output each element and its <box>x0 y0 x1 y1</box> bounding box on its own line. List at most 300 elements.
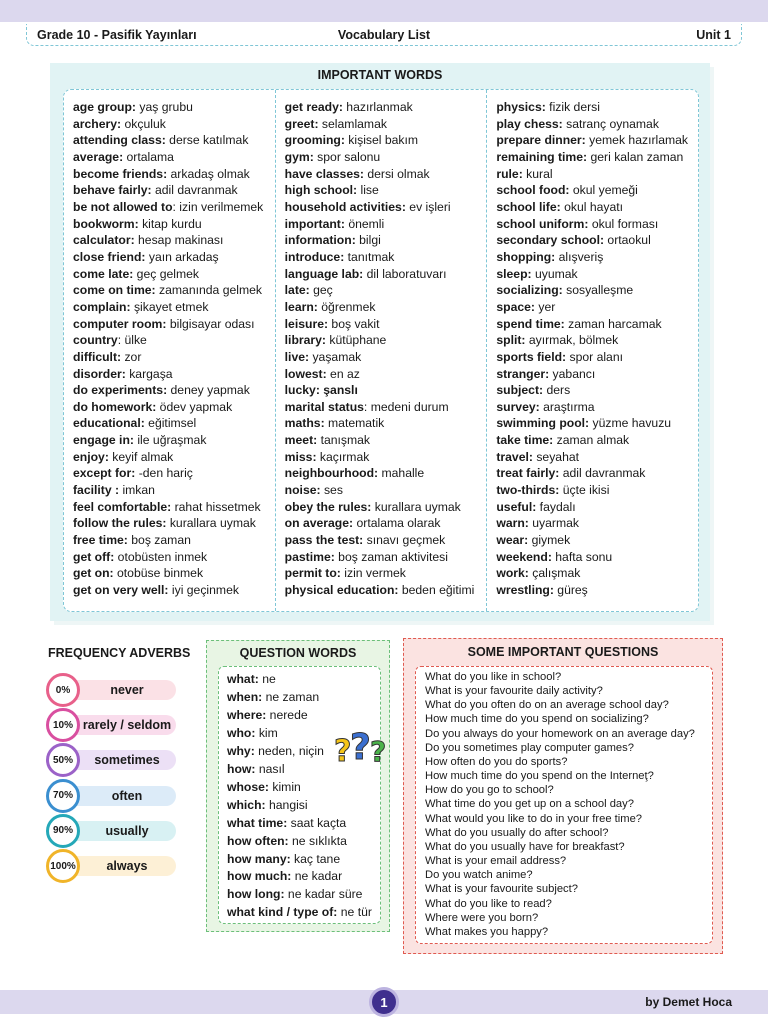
term: greet: <box>284 116 319 131</box>
meaning: yer <box>534 299 556 314</box>
meaning: bilgi <box>355 233 381 248</box>
term: grooming: <box>284 133 345 148</box>
meaning: uyarmak <box>528 516 579 531</box>
meaning: okul forması <box>588 216 659 231</box>
meaning: kurallara uymak <box>371 499 461 514</box>
term: where: <box>227 707 267 722</box>
header-grade: Grade 10 - Pasifik Yayınları <box>37 27 197 42</box>
meaning: ne <box>258 672 276 686</box>
meaning: kimin <box>268 779 301 794</box>
vocab-item <box>73 565 275 582</box>
question-item: What is your email address? <box>425 855 567 868</box>
meaning: yüzme havuzu <box>589 416 672 431</box>
question-word-item <box>227 671 380 689</box>
meaning: uyumak <box>531 266 578 281</box>
term: work: <box>496 566 529 581</box>
meaning: hangisi <box>265 797 308 812</box>
meaning: hafta sonu <box>551 549 613 564</box>
term: pass the test: <box>284 533 364 548</box>
meaning: imkan <box>119 483 155 498</box>
vocab-item <box>73 549 275 566</box>
question-words-list <box>218 666 387 924</box>
term: facility : <box>73 483 120 498</box>
term: information: <box>284 233 356 248</box>
vocab-item <box>73 316 275 333</box>
question-item: Do you sometimes play computer games? <box>425 741 634 754</box>
vocab-item <box>73 499 275 516</box>
vocab-item <box>285 432 487 449</box>
term: stranger: <box>496 366 550 381</box>
vocab-item <box>73 366 275 383</box>
author-credit: by Demet Hoca <box>645 995 732 1009</box>
vocab-item <box>73 582 275 599</box>
meaning: otobüsten inmek <box>114 549 208 564</box>
meaning: : izin verilmemek <box>172 199 264 214</box>
term: get on: <box>73 566 114 581</box>
vocab-item <box>285 182 487 199</box>
vocab-item <box>496 399 698 416</box>
vocab-item <box>73 332 275 349</box>
vocab-item <box>496 582 698 599</box>
vocab-item <box>496 216 698 233</box>
frequency-label: often <box>60 786 176 806</box>
vocab-item <box>73 116 275 133</box>
frequency-adverb-item <box>46 849 186 883</box>
vocab-item <box>496 132 698 149</box>
term: how: <box>227 761 256 776</box>
meaning: ne kadar süre <box>284 887 363 902</box>
vocab-item <box>496 515 698 532</box>
term: miss: <box>284 449 317 464</box>
term: archery: <box>73 116 122 131</box>
term: shopping: <box>496 249 556 264</box>
vocab-column-2 <box>276 90 488 611</box>
term: school life: <box>496 199 561 214</box>
vocab-item <box>496 282 698 299</box>
meaning: faydalı <box>536 499 576 514</box>
vocab-item <box>73 199 275 216</box>
question-word-item <box>227 904 380 922</box>
vocab-item <box>73 232 275 249</box>
meaning: boş vakit <box>328 316 380 331</box>
meaning: zaman harcamak <box>564 316 662 331</box>
meaning: selamlamak <box>318 116 387 131</box>
term: come on time: <box>73 283 156 298</box>
vocab-item <box>73 216 275 233</box>
meaning: ödev yapmak <box>156 399 233 414</box>
term: difficult: <box>73 349 122 364</box>
term: spend time: <box>496 316 565 331</box>
vocab-item <box>73 282 275 299</box>
question-word-item <box>227 797 380 815</box>
vocab-item <box>496 366 698 383</box>
meaning: : ülke <box>117 333 147 348</box>
vocab-item <box>73 532 275 549</box>
vocab-item <box>285 482 487 499</box>
frequency-percent-badge: 0% <box>46 673 80 707</box>
vocab-item <box>73 482 275 499</box>
vocab-item <box>73 299 275 316</box>
term: prepare dinner: <box>496 133 586 148</box>
question-item: Do you watch anime? <box>425 869 533 882</box>
vocab-item <box>73 182 275 199</box>
term: weekend: <box>496 549 552 564</box>
vocab-item <box>73 399 275 416</box>
meaning: bilgisayar odası <box>166 316 255 331</box>
vocab-item <box>285 282 487 299</box>
meaning: nasıl <box>255 761 285 776</box>
meaning: saat kaçta <box>287 815 347 830</box>
meaning: ne kadar <box>291 869 343 884</box>
question-item: What do you usually do after school? <box>425 826 609 839</box>
vocab-item <box>496 332 698 349</box>
term: school food: <box>496 183 570 198</box>
frequency-label: usually <box>60 821 176 841</box>
meaning: güreş <box>553 583 588 598</box>
frequency-percent-badge: 100% <box>46 849 80 883</box>
vocab-column-3 <box>487 90 698 611</box>
frequency-adverb-item <box>46 743 186 777</box>
term: take time: <box>496 433 554 448</box>
important-words-title: IMPORTANT WORDS <box>317 68 443 82</box>
vocab-item <box>496 382 698 399</box>
meaning: yabancı <box>549 366 596 381</box>
vocab-item <box>285 132 487 149</box>
meaning: ev işleri <box>405 199 451 214</box>
term: attending class: <box>73 133 166 148</box>
term: what kind / type of: <box>227 905 338 920</box>
frequency-label: always <box>60 856 176 876</box>
vocab-item <box>285 449 487 466</box>
term: who: <box>227 725 256 740</box>
vocab-item <box>496 349 698 366</box>
meaning: ne sıklıkta <box>288 833 347 848</box>
frequency-adverb-item <box>46 708 186 742</box>
term: except for: <box>73 466 136 481</box>
vocab-item <box>285 415 487 432</box>
vocab-item <box>496 499 698 516</box>
meaning: boş zaman <box>127 533 191 548</box>
term: how often: <box>227 833 289 848</box>
meaning: adil davranmak <box>559 466 646 481</box>
term: pastime: <box>284 549 335 564</box>
frequency-percent-badge: 10% <box>46 708 80 742</box>
term: do homework: <box>73 399 157 414</box>
meaning: zor <box>121 349 142 364</box>
top-band <box>0 0 768 22</box>
term: live: <box>284 349 310 364</box>
meaning: adil davranmak <box>151 183 238 198</box>
term: feel comfortable: <box>73 499 172 514</box>
meaning: yaın arkadaş <box>145 249 219 264</box>
term: rule: <box>496 166 523 181</box>
vocab-item <box>73 449 275 466</box>
term: how much: <box>227 869 292 884</box>
question-item: What time do you get up on a school day? <box>425 798 634 811</box>
meaning: yemek hazırlamak <box>585 133 689 148</box>
meaning: lise <box>357 183 379 198</box>
term: important: <box>284 216 345 231</box>
page-header <box>26 24 742 46</box>
term: swimming pool: <box>496 416 590 431</box>
vocab-item <box>496 166 698 183</box>
vocab-item <box>73 415 275 432</box>
term: country <box>73 333 118 348</box>
vocab-item <box>73 149 275 166</box>
meaning: dil laboratuvarı <box>363 266 447 281</box>
term: wrestling: <box>496 583 554 598</box>
term: noise: <box>284 483 321 498</box>
meaning: neden, niçin <box>254 743 324 758</box>
term: subject: <box>496 383 544 398</box>
vocab-item <box>285 515 487 532</box>
term: how long: <box>227 887 285 902</box>
term: high school: <box>284 183 358 198</box>
vocab-item <box>285 565 487 582</box>
vocab-item <box>285 116 487 133</box>
term: maths: <box>284 416 325 431</box>
term: lucky: şanslı <box>284 383 358 398</box>
question-words-title: QUESTION WORDS <box>239 646 357 660</box>
meaning: zaman almak <box>553 433 630 448</box>
meaning: fizik dersi <box>545 100 600 114</box>
meaning: hazırlanmak <box>342 100 413 114</box>
question-item: What do you often do on an average school day? <box>425 699 669 712</box>
vocab-item <box>285 532 487 549</box>
svg-text:?: ? <box>334 734 352 769</box>
vocab-item <box>496 199 698 216</box>
meaning: giymek <box>528 533 571 548</box>
vocab-item <box>496 565 698 582</box>
frequency-label: never <box>60 680 176 700</box>
term: warn: <box>496 516 529 531</box>
question-word-item <box>227 886 380 904</box>
important-words-panel <box>50 63 710 621</box>
meaning: geç <box>309 283 333 298</box>
meaning: kural <box>522 166 553 181</box>
vocab-item <box>496 465 698 482</box>
meaning: kütüphane <box>326 333 387 348</box>
important-questions-title: SOME IMPORTANT QUESTIONS <box>467 645 659 659</box>
vocab-item <box>73 432 275 449</box>
frequency-percent-badge: 70% <box>46 779 80 813</box>
frequency-adverb-item <box>46 779 186 813</box>
important-questions-list <box>415 666 713 944</box>
question-item: What is your favourite subject? <box>425 883 578 896</box>
term: which: <box>227 797 266 812</box>
frequency-adverb-item <box>46 673 186 707</box>
term: split: <box>496 333 526 348</box>
vocab-item <box>285 399 487 416</box>
term: learn: <box>284 299 318 314</box>
question-word-item <box>227 689 380 707</box>
term: neighbourhood: <box>284 466 379 481</box>
question-item: What do you like to read? <box>425 897 552 910</box>
term: what time: <box>227 815 288 830</box>
meaning: en az <box>326 366 360 381</box>
meaning: geri kalan zaman <box>587 149 684 164</box>
meaning: ne zaman <box>262 689 320 704</box>
meaning: spor salonu <box>313 149 381 164</box>
frequency-percent-badge: 50% <box>46 743 80 777</box>
term: late: <box>284 283 310 298</box>
vocab-item <box>285 382 487 399</box>
term: calculator: <box>73 233 135 248</box>
meaning: nerede <box>266 707 308 722</box>
vocab-item <box>73 166 275 183</box>
term: secondary school: <box>496 233 605 248</box>
header-unit: Unit 1 <box>696 27 731 42</box>
frequency-adverb-item <box>46 814 186 848</box>
question-word-item <box>227 868 380 886</box>
page-number: 1 <box>369 987 399 1017</box>
meaning: iyi geçinmek <box>168 583 239 598</box>
vocab-item <box>285 266 487 283</box>
question-item: How much time do you spend on socializing? <box>425 713 649 726</box>
term: two-thirds: <box>496 483 560 498</box>
term: why: <box>227 743 255 758</box>
term: how many: <box>227 851 291 866</box>
vocab-item <box>73 132 275 149</box>
vocab-item <box>285 499 487 516</box>
vocab-item <box>285 366 487 383</box>
meaning: ortalama <box>123 149 174 164</box>
meaning: ayırmak, bölmek <box>525 333 619 348</box>
vocab-item <box>285 582 487 599</box>
meaning: yaş grubu <box>135 100 193 114</box>
vocab-item <box>496 116 698 133</box>
meaning: derse katılmak <box>165 133 249 148</box>
question-words-panel <box>206 640 390 932</box>
meaning: geç gelmek <box>133 266 200 281</box>
vocab-item <box>496 99 698 116</box>
term: wear: <box>496 533 529 548</box>
question-word-item <box>227 815 380 833</box>
meaning: ortalama olarak <box>353 516 441 531</box>
vocab-item <box>496 299 698 316</box>
frequency-label: rarely / seldom <box>60 715 176 735</box>
term: household activities: <box>284 199 406 214</box>
term: complain: <box>73 299 131 314</box>
meaning: okul yemeği <box>569 183 638 198</box>
meaning: kurallara uymak <box>166 516 256 531</box>
meaning: eğitimsel <box>144 416 197 431</box>
meaning: hesap makinası <box>134 233 224 248</box>
term: sleep: <box>496 266 532 281</box>
vocab-item <box>496 232 698 249</box>
term: what: <box>227 672 259 686</box>
question-item: How much time do you spend on the Interneţ? <box>425 770 654 783</box>
term: enjoy: <box>73 449 109 464</box>
meaning: kişisel bakım <box>344 133 419 148</box>
term: follow the rules: <box>73 516 167 531</box>
vocab-item <box>496 266 698 283</box>
meaning: araştırma <box>539 399 595 414</box>
term: age group: <box>73 100 136 114</box>
meaning: kargaşa <box>125 366 173 381</box>
term: socializing: <box>496 283 563 298</box>
meaning: rahat hissetmek <box>171 499 261 514</box>
vocab-item <box>285 166 487 183</box>
frequency-adverbs-title: FREQUENCY ADVERBS <box>48 646 191 660</box>
svg-text:?: ? <box>350 727 371 768</box>
frequency-percent-badge: 90% <box>46 814 80 848</box>
term: be not allowed to <box>73 199 173 214</box>
meaning: sosyalleşme <box>562 283 634 298</box>
meaning: seyahat <box>532 449 580 464</box>
vocab-item <box>285 232 487 249</box>
question-item: Do you always do your homework on an average day? <box>425 727 695 740</box>
meaning: okçuluk <box>121 116 166 131</box>
meaning: ses <box>320 483 343 498</box>
important-questions-panel <box>403 638 723 954</box>
header-title: Vocabulary List <box>337 27 431 42</box>
term: treat fairly: <box>496 466 560 481</box>
term: average: <box>73 149 124 164</box>
term: travel: <box>496 449 533 464</box>
meaning: kaç tane <box>290 851 341 866</box>
question-item: How do you go to school? <box>425 784 554 797</box>
term: on average: <box>284 516 354 531</box>
vocab-item <box>285 332 487 349</box>
term: gym: <box>284 149 314 164</box>
term: whose: <box>227 779 269 794</box>
vocab-item <box>73 99 275 116</box>
question-item: What makes you happy? <box>425 925 549 938</box>
term: sports field: <box>496 349 567 364</box>
meaning: kitap kurdu <box>138 216 202 231</box>
meaning: arkadaş olmak <box>167 166 250 181</box>
question-item: What would you like to do in your free time? <box>425 812 643 825</box>
term: physics: <box>496 100 546 114</box>
question-item: How often do you do sports? <box>425 755 568 768</box>
meaning: deney yapmak <box>167 383 250 398</box>
vocab-item <box>496 415 698 432</box>
term: free time: <box>73 533 128 548</box>
meaning: sınavı geçmek <box>363 533 446 548</box>
term: lowest: <box>284 366 327 381</box>
term: disorder: <box>73 366 126 381</box>
vocab-item <box>496 482 698 499</box>
meaning: boş zaman aktivitesi <box>334 549 448 564</box>
vocab-item <box>285 349 487 366</box>
term: permit to: <box>284 566 341 581</box>
meaning: matematik <box>324 416 385 431</box>
vocab-item <box>73 249 275 266</box>
term: useful: <box>496 499 537 514</box>
meaning: beden eğitimi <box>398 583 475 598</box>
meaning: izin vermek <box>340 566 406 581</box>
meaning: yaşamak <box>309 349 362 364</box>
vocab-item <box>73 465 275 482</box>
meaning: ne tür <box>337 905 372 920</box>
vocab-item <box>285 99 487 116</box>
vocab-item <box>496 449 698 466</box>
frequency-label: sometimes <box>60 750 176 770</box>
vocab-item <box>496 549 698 566</box>
meaning: mahalle <box>378 466 425 481</box>
meaning: ile uğraşmak <box>133 433 207 448</box>
term: computer room: <box>73 316 167 331</box>
term: obey the rules: <box>284 499 372 514</box>
meaning: tanıtmak <box>344 249 395 264</box>
meaning: çalışmak <box>528 566 581 581</box>
vocab-item <box>496 249 698 266</box>
vocab-item <box>496 149 698 166</box>
vocab-item <box>285 249 487 266</box>
meaning: öğrenmek <box>317 299 376 314</box>
term: educational: <box>73 416 145 431</box>
